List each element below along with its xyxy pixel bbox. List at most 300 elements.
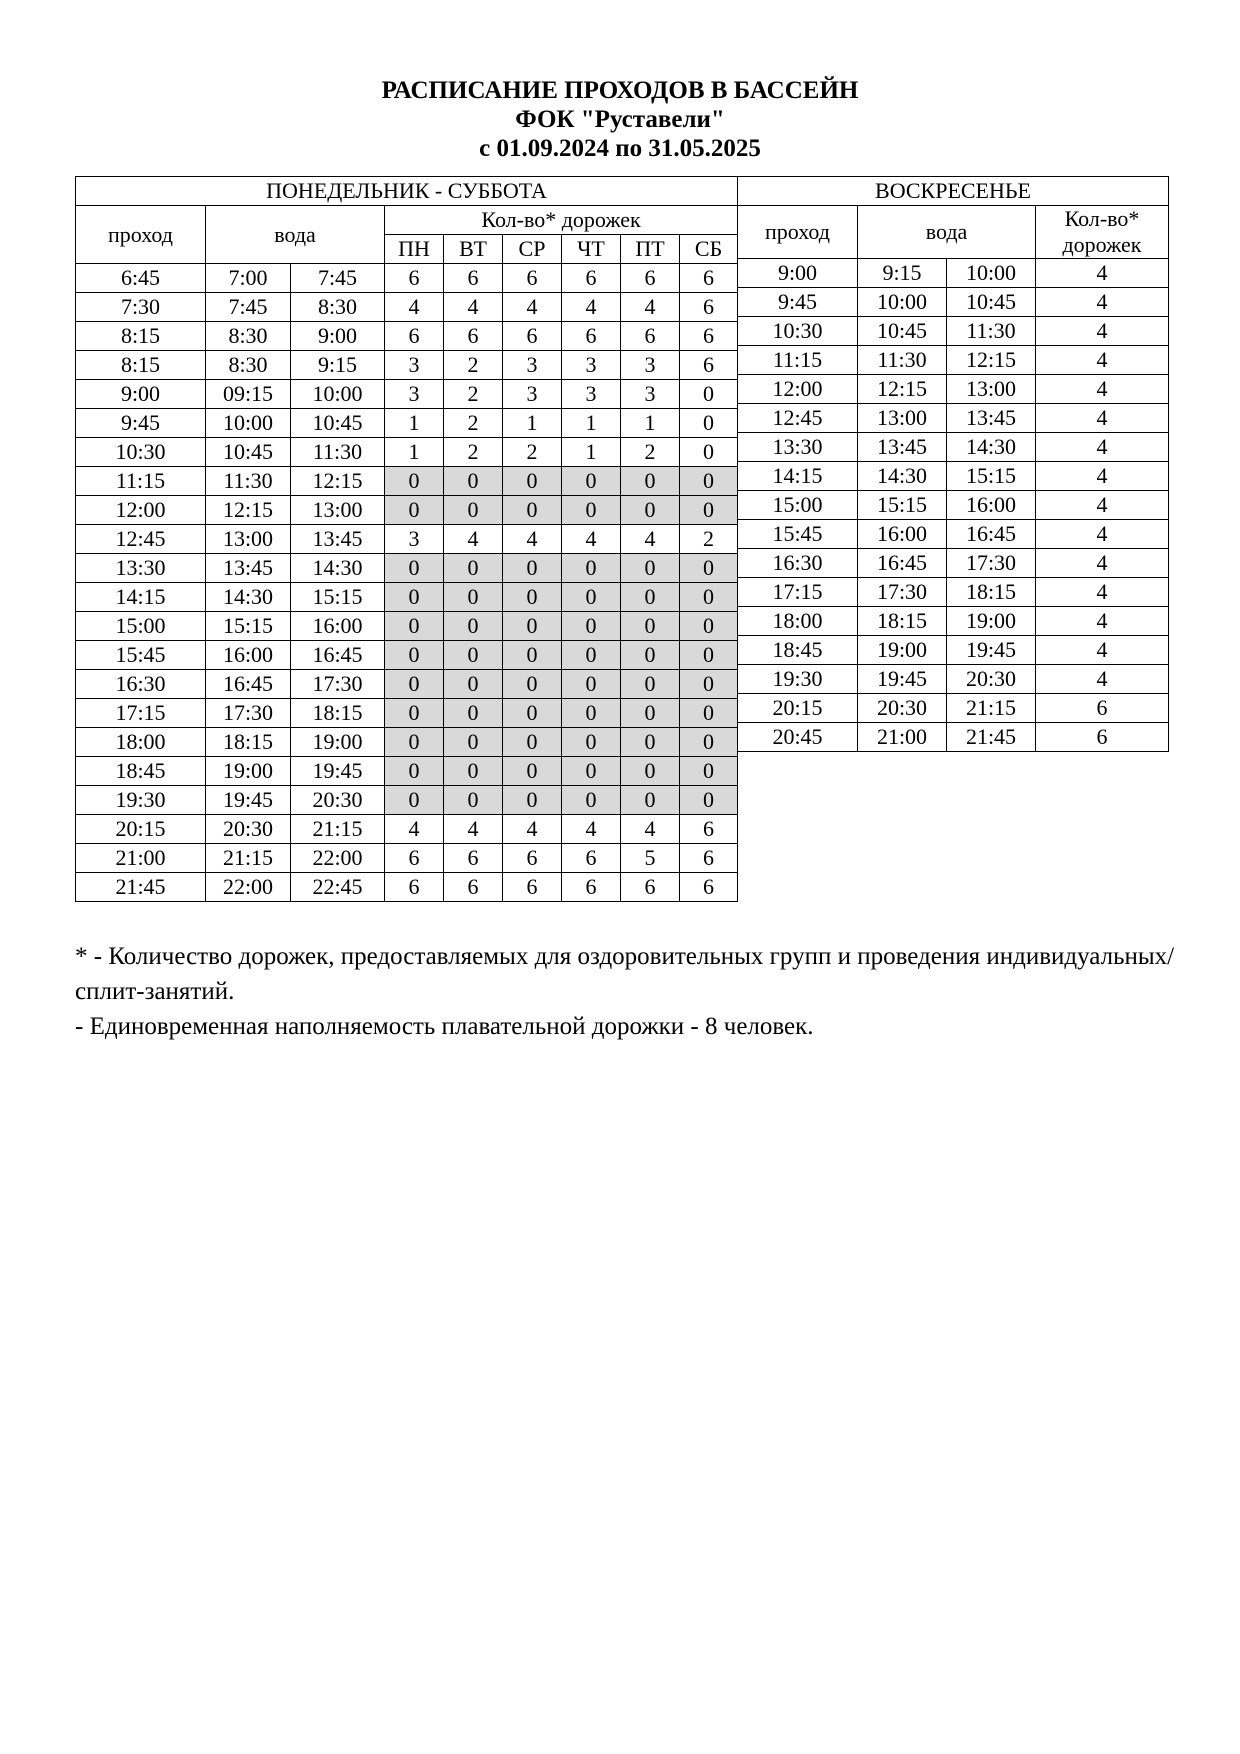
lanes-count-cell: 0 [621,670,680,699]
water-end-cell: 16:00 [291,612,385,641]
lanes-count-cell: 6 [503,264,562,293]
lanes-count-cell: 0 [385,583,444,612]
sunday-water-header: вода [858,206,1036,259]
water-start-cell: 8:30 [206,322,291,351]
lanes-count-cell: 0 [621,786,680,815]
water-end-cell: 13:00 [947,375,1036,404]
table-row [76,728,738,757]
entry-time-cell: 18:00 [76,728,206,757]
lanes-count-cell: 0 [562,467,621,496]
lanes-count-cell: 6 [680,322,738,351]
lanes-count-cell: 4 [503,293,562,322]
water-start-cell: 13:45 [206,554,291,583]
water-start-cell: 10:45 [858,317,947,346]
lanes-count-cell: 0 [680,467,738,496]
table-row [738,404,1169,433]
water-start-cell: 12:15 [206,496,291,525]
table-row [738,723,1169,752]
lanes-count-cell: 0 [444,641,503,670]
water-start-cell: 18:15 [206,728,291,757]
table-row [738,288,1169,317]
entry-time-cell: 15:00 [738,491,858,520]
table-row [738,259,1169,288]
table-row [738,520,1169,549]
entry-time-cell: 20:15 [76,815,206,844]
lanes-count-cell: 4 [1036,578,1169,607]
lanes-count-cell: 4 [1036,433,1169,462]
entry-time-cell: 14:15 [76,583,206,612]
table-row [76,844,738,873]
lanes-count-cell: 0 [503,786,562,815]
lanes-count-cell: 6 [680,815,738,844]
lanes-count-cell: 2 [503,438,562,467]
table-row [738,462,1169,491]
lanes-count-cell: 1 [385,438,444,467]
water-end-cell: 10:00 [947,259,1036,288]
water-start-cell: 19:00 [858,636,947,665]
lanes-count-cell: 6 [444,873,503,902]
lanes-count-cell: 0 [444,786,503,815]
water-start-cell: 7:00 [206,264,291,293]
water-end-cell: 21:45 [947,723,1036,752]
entry-time-cell: 9:45 [738,288,858,317]
water-start-cell: 8:30 [206,351,291,380]
sunday-lanes-header [1036,206,1169,259]
lanes-count-cell: 0 [680,496,738,525]
table-row [76,757,738,786]
water-end-cell: 8:30 [291,293,385,322]
lanes-count-cell: 3 [621,351,680,380]
lanes-count-cell: 6 [503,322,562,351]
lanes-count-cell: 0 [444,699,503,728]
water-start-cell: 11:30 [206,467,291,496]
lanes-count-cell: 6 [680,264,738,293]
lanes-count-cell: 0 [503,496,562,525]
lanes-count-cell: 0 [444,728,503,757]
entry-time-cell: 12:00 [738,375,858,404]
water-end-cell: 18:15 [291,699,385,728]
day-header-thu: ЧТ [562,235,621,264]
table-row [76,525,738,554]
lanes-count-cell: 6 [503,873,562,902]
lanes-count-cell: 0 [621,728,680,757]
lanes-count-cell: 0 [385,467,444,496]
lanes-count-cell: 0 [621,554,680,583]
water-end-cell: 14:30 [947,433,1036,462]
table-row [738,346,1169,375]
water-start-cell: 09:15 [206,380,291,409]
capacity-note: - Единовременная наполняемость плавательной дорожки - 8 человек. [75,1013,814,1040]
table-row [76,380,738,409]
entry-time-cell: 9:45 [76,409,206,438]
lanes-count-cell: 0 [680,438,738,467]
table-row [76,293,738,322]
lanes-count-cell: 0 [680,699,738,728]
lanes-count-cell: 0 [562,786,621,815]
weekday-water-header: вода [206,206,385,264]
entry-time-cell: 20:15 [738,694,858,723]
table-row [738,549,1169,578]
lanes-count-cell: 6 [680,293,738,322]
lanes-count-cell: 6 [562,844,621,873]
lanes-count-cell: 1 [385,409,444,438]
table-row [76,815,738,844]
lanes-count-cell: 0 [621,612,680,641]
lanes-count-cell: 0 [503,554,562,583]
lanes-count-cell: 6 [680,844,738,873]
water-end-cell: 19:00 [947,607,1036,636]
lanes-count-cell: 4 [1036,317,1169,346]
lanes-count-cell: 4 [621,525,680,554]
table-row [76,699,738,728]
table-row [738,375,1169,404]
lanes-count-cell: 2 [444,351,503,380]
table-row [76,612,738,641]
sunday-lanes-header-line2: дорожек [1062,232,1142,257]
lanes-count-cell: 0 [385,496,444,525]
lanes-count-cell: 4 [503,815,562,844]
table-row [738,607,1169,636]
entry-time-cell: 19:30 [738,665,858,694]
water-end-cell: 10:00 [291,380,385,409]
entry-time-cell: 12:45 [738,404,858,433]
table-row [738,433,1169,462]
water-start-cell: 13:00 [206,525,291,554]
table-row [738,694,1169,723]
lanes-count-cell: 4 [1036,665,1169,694]
lanes-count-cell: 3 [621,380,680,409]
lanes-count-cell: 0 [385,641,444,670]
lanes-count-cell: 0 [444,496,503,525]
table-row [738,636,1169,665]
water-end-cell: 22:45 [291,873,385,902]
title-line-2: ФОК "Руставели" [515,106,725,133]
lanes-count-cell: 3 [503,351,562,380]
lanes-count-cell: 6 [385,844,444,873]
entry-time-cell: 7:30 [76,293,206,322]
water-end-cell: 19:00 [291,728,385,757]
table-row [76,641,738,670]
lanes-count-cell: 4 [1036,462,1169,491]
water-start-cell: 20:30 [858,694,947,723]
water-start-cell: 14:30 [858,462,947,491]
lanes-count-cell: 4 [562,525,621,554]
table-row [76,786,738,815]
water-end-cell: 10:45 [947,288,1036,317]
lanes-count-cell: 0 [503,467,562,496]
table-row [76,351,738,380]
water-end-cell: 19:45 [947,636,1036,665]
lanes-count-cell: 0 [385,757,444,786]
lanes-count-cell: 4 [621,815,680,844]
lanes-count-cell: 0 [444,612,503,641]
lanes-count-cell: 3 [385,380,444,409]
water-start-cell: 10:45 [206,438,291,467]
lanes-count-cell: 2 [444,438,503,467]
lanes-count-cell: 6 [444,322,503,351]
lanes-count-cell: 0 [503,641,562,670]
lanes-count-cell: 6 [503,844,562,873]
lanes-count-cell: 0 [503,670,562,699]
entry-time-cell: 15:45 [738,520,858,549]
lanes-count-cell: 0 [562,757,621,786]
water-end-cell: 12:15 [291,467,385,496]
lanes-count-cell: 1 [562,438,621,467]
lanes-count-cell: 0 [562,641,621,670]
lanes-count-cell: 4 [1036,288,1169,317]
water-end-cell: 20:30 [291,786,385,815]
water-start-cell: 12:15 [858,375,947,404]
entry-time-cell: 14:15 [738,462,858,491]
lanes-count-cell: 0 [680,670,738,699]
water-start-cell: 21:15 [206,844,291,873]
lanes-count-cell: 0 [680,786,738,815]
lanes-count-cell: 0 [385,699,444,728]
entry-time-cell: 8:15 [76,322,206,351]
lanes-count-cell: 0 [444,554,503,583]
lanes-count-cell: 6 [1036,723,1169,752]
entry-time-cell: 10:30 [738,317,858,346]
lanes-count-cell: 4 [385,293,444,322]
lanes-count-cell: 4 [1036,404,1169,433]
weekday-schedule-table [75,176,738,902]
day-header-fri: ПТ [621,235,680,264]
sunday-lanes-header-line1: Кол-во* [1064,206,1140,231]
entry-time-cell: 10:30 [76,438,206,467]
lanes-count-cell: 0 [562,612,621,641]
lanes-count-cell: 4 [444,293,503,322]
lanes-count-cell: 0 [562,583,621,612]
entry-time-cell: 12:45 [76,525,206,554]
table-row [738,491,1169,520]
water-end-cell: 15:15 [947,462,1036,491]
water-end-cell: 13:00 [291,496,385,525]
lanes-count-cell: 0 [444,467,503,496]
lanes-count-cell: 0 [680,554,738,583]
lanes-count-cell: 4 [1036,375,1169,404]
lanes-count-cell: 0 [680,728,738,757]
water-end-cell: 13:45 [291,525,385,554]
water-end-cell: 12:15 [947,346,1036,375]
sunday-table-body [738,259,1169,752]
water-start-cell: 22:00 [206,873,291,902]
entry-time-cell: 17:15 [76,699,206,728]
lanes-count-cell: 4 [444,815,503,844]
table-row [76,264,738,293]
lanes-count-cell: 0 [621,757,680,786]
lanes-count-cell: 4 [1036,549,1169,578]
water-start-cell: 9:15 [858,259,947,288]
lanes-count-cell: 6 [1036,694,1169,723]
table-row [738,665,1169,694]
lanes-count-cell: 0 [621,641,680,670]
lanes-count-cell: 6 [562,873,621,902]
sunday-entry-header: проход [738,206,858,259]
entry-time-cell: 21:00 [76,844,206,873]
water-start-cell: 16:00 [858,520,947,549]
lanes-count-cell: 2 [444,409,503,438]
lanes-count-cell: 0 [385,554,444,583]
lanes-count-cell: 0 [621,583,680,612]
water-start-cell: 13:00 [858,404,947,433]
day-header-wed: СР [503,235,562,264]
table-row [76,670,738,699]
lanes-count-cell: 0 [503,728,562,757]
lanes-count-cell: 0 [621,467,680,496]
lanes-count-cell: 0 [562,496,621,525]
lanes-count-cell: 0 [444,757,503,786]
table-row [76,322,738,351]
table-row [76,873,738,902]
lanes-count-cell: 4 [1036,491,1169,520]
entry-time-cell: 18:45 [76,757,206,786]
water-start-cell: 7:45 [206,293,291,322]
entry-time-cell: 12:00 [76,496,206,525]
day-header-tue: ВТ [444,235,503,264]
water-end-cell: 16:45 [291,641,385,670]
water-end-cell: 17:30 [291,670,385,699]
water-end-cell: 14:30 [291,554,385,583]
table-row [76,583,738,612]
lanes-count-cell: 6 [385,322,444,351]
entry-time-cell: 9:00 [738,259,858,288]
water-end-cell: 13:45 [947,404,1036,433]
water-start-cell: 10:00 [858,288,947,317]
entry-time-cell: 18:00 [738,607,858,636]
lanes-count-cell: 6 [562,264,621,293]
weekday-table-body [76,264,738,902]
lanes-count-cell: 4 [1036,520,1169,549]
lanes-count-cell: 1 [503,409,562,438]
lanes-count-cell: 0 [503,757,562,786]
lanes-count-cell: 0 [503,612,562,641]
lanes-count-cell: 6 [444,844,503,873]
water-end-cell: 7:45 [291,264,385,293]
entry-time-cell: 20:45 [738,723,858,752]
water-end-cell: 22:00 [291,844,385,873]
day-header-mon: ПН [385,235,444,264]
table-row [738,578,1169,607]
weekday-lanes-header: Кол-во* дорожек [385,206,738,235]
lanes-count-cell: 0 [621,699,680,728]
lanes-count-cell: 0 [444,583,503,612]
lanes-count-cell: 0 [562,670,621,699]
lanes-count-cell: 4 [621,293,680,322]
lanes-count-cell: 2 [680,525,738,554]
lanes-count-cell: 6 [621,873,680,902]
day-header-sat: СБ [680,235,738,264]
entry-time-cell: 13:30 [76,554,206,583]
lanes-count-cell: 0 [680,583,738,612]
water-start-cell: 21:00 [858,723,947,752]
water-start-cell: 19:45 [206,786,291,815]
water-start-cell: 15:15 [206,612,291,641]
sunday-schedule-table [737,176,1169,752]
water-end-cell: 21:15 [291,815,385,844]
lanes-count-cell: 4 [1036,607,1169,636]
table-row [76,409,738,438]
lanes-count-cell: 0 [385,786,444,815]
water-start-cell: 13:45 [858,433,947,462]
water-start-cell: 16:45 [858,549,947,578]
water-end-cell: 17:30 [947,549,1036,578]
lanes-count-cell: 4 [1036,346,1169,375]
entry-time-cell: 15:45 [76,641,206,670]
lanes-count-cell: 6 [680,873,738,902]
title-line-3: с 01.09.2024 по 31.05.2025 [479,135,761,162]
water-end-cell: 16:00 [947,491,1036,520]
lanes-count-cell: 2 [621,438,680,467]
table-row [76,554,738,583]
lanes-count-cell: 1 [621,409,680,438]
document-title [0,76,1240,163]
lanes-count-cell: 6 [680,351,738,380]
table-row [76,438,738,467]
lanes-count-cell: 6 [621,264,680,293]
water-start-cell: 19:00 [206,757,291,786]
weekday-entry-header: проход [76,206,206,264]
water-end-cell: 11:30 [291,438,385,467]
entry-time-cell: 16:30 [738,549,858,578]
water-end-cell: 10:45 [291,409,385,438]
lanes-count-cell: 4 [562,815,621,844]
entry-time-cell: 18:45 [738,636,858,665]
lanes-count-cell: 0 [562,728,621,757]
lanes-count-cell: 0 [503,699,562,728]
lanes-count-cell: 4 [385,815,444,844]
water-end-cell: 18:15 [947,578,1036,607]
water-start-cell: 15:15 [858,491,947,520]
entry-time-cell: 6:45 [76,264,206,293]
water-start-cell: 17:30 [206,699,291,728]
water-end-cell: 15:15 [291,583,385,612]
water-end-cell: 20:30 [947,665,1036,694]
entry-time-cell: 17:15 [738,578,858,607]
lanes-count-cell: 2 [444,380,503,409]
lanes-count-cell: 0 [621,496,680,525]
water-end-cell: 19:45 [291,757,385,786]
lanes-count-cell: 0 [562,554,621,583]
entry-time-cell: 9:00 [76,380,206,409]
lanes-count-cell: 6 [385,873,444,902]
lanes-count-cell: 0 [680,757,738,786]
entry-time-cell: 21:45 [76,873,206,902]
lanes-count-cell: 3 [503,380,562,409]
lanes-count-cell: 1 [562,409,621,438]
entry-time-cell: 19:30 [76,786,206,815]
water-end-cell: 21:15 [947,694,1036,723]
table-row [76,496,738,525]
water-start-cell: 14:30 [206,583,291,612]
water-start-cell: 20:30 [206,815,291,844]
entry-time-cell: 13:30 [738,433,858,462]
sunday-section-header: ВОСКРЕСЕНЬЕ [738,177,1169,206]
lanes-count-cell: 0 [444,670,503,699]
notes-section [75,939,1175,1044]
water-start-cell: 17:30 [858,578,947,607]
lanes-count-cell: 6 [562,322,621,351]
lanes-count-cell: 0 [385,728,444,757]
table-row [76,467,738,496]
lanes-count-cell: 3 [385,351,444,380]
title-line-1: РАСПИСАНИЕ ПРОХОДОВ В БАССЕЙН [381,77,859,104]
lanes-count-cell: 3 [562,380,621,409]
lanes-count-cell: 0 [385,612,444,641]
entry-time-cell: 16:30 [76,670,206,699]
lanes-count-cell: 0 [680,380,738,409]
water-end-cell: 9:00 [291,322,385,351]
lanes-count-cell: 0 [562,699,621,728]
